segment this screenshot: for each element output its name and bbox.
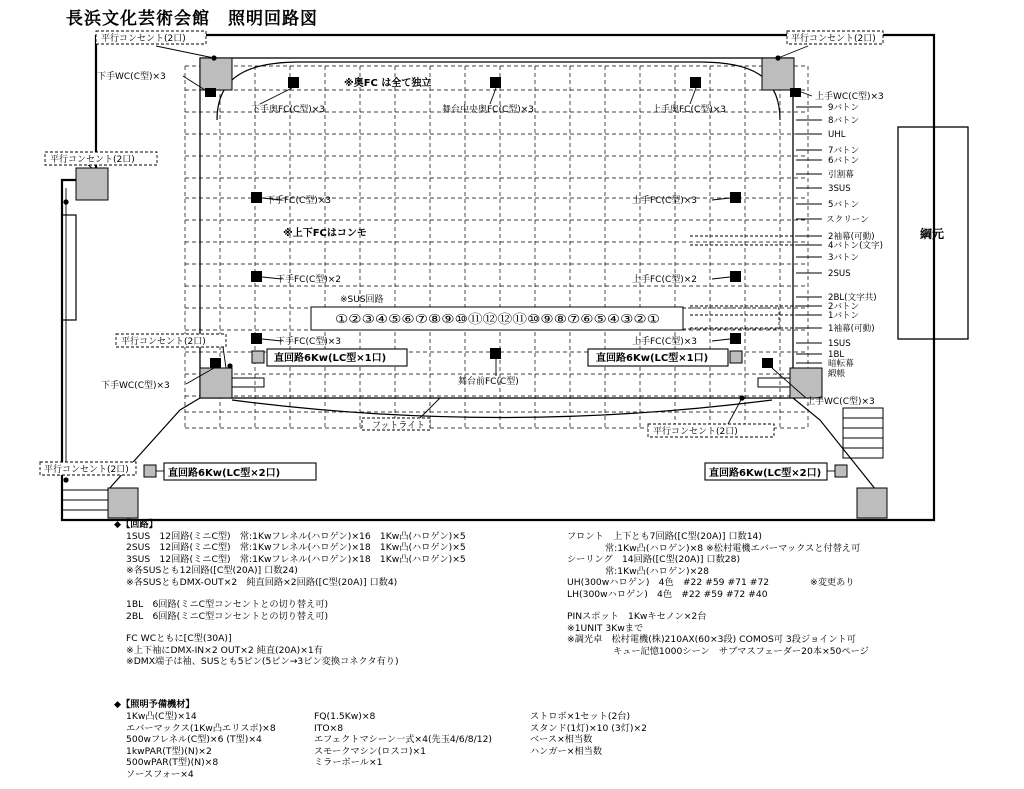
spare-item: FQ(1.5Kw)×8 — [314, 711, 376, 722]
spare-item: スタンド(1灯)×10 (3灯)×2 — [530, 722, 648, 734]
spare-item: スモークマシン(ロスコ)×1 — [314, 745, 426, 757]
sus-circuit-label: ※SUS回路 — [340, 295, 384, 305]
spare-item: ストロボ×1セット(2台) — [530, 711, 631, 722]
lh-line: LH(300wハロゲン) 4色 #22 #59 #72 #40 — [567, 588, 768, 600]
direct-box-right-lower — [835, 465, 847, 477]
outlet-label-side-left: 平行コンセント(2口) — [50, 155, 135, 165]
spare-col1 — [126, 711, 276, 780]
stage-right-wc-front: 上手WC(C型)×3 — [806, 397, 875, 407]
pin-line: ※1UNIT 3Kwまで — [567, 622, 644, 634]
apron-curve — [232, 400, 772, 418]
tower-front-left — [200, 368, 232, 398]
fc-line: FC WCともに[C型(30A)] — [126, 633, 232, 644]
circuit-notes-left — [114, 519, 466, 668]
pin-line: ※調光卓 松村電機(株)210AX(60×3段) COMOS可 3段ジョイント可 — [567, 634, 856, 645]
footlight-label: フットライト — [372, 421, 426, 431]
tower-front-right — [790, 368, 822, 398]
direct-label-left-upper: 直回路6Kw(LC型×1口) — [274, 353, 387, 364]
spare-item: エフェクトマシーン一式×4(先玉4/6/8/12) — [314, 734, 493, 745]
batten-label: 8バトン — [828, 116, 860, 126]
fc-back-center — [490, 77, 501, 88]
front-line: 常:1Kw凸(ハロゲン)×8 ※松村電機エバーマックスと付替え可 — [605, 542, 861, 554]
back-fc-center-label: 舞台中央奥FC(C型)×3 — [442, 105, 535, 115]
page-title: 長浜文化芸術会館 照明回路図 — [66, 9, 318, 29]
stairs — [843, 408, 883, 458]
spare-item: ベース×相当数 — [530, 734, 593, 745]
tower-back-left — [200, 58, 232, 90]
fc-right-label-1: 上手FC(C型)×3 — [632, 196, 698, 206]
wc-right-front — [762, 358, 773, 368]
outlet-label-top-left: 平行コンセント(2口) — [101, 34, 186, 44]
fc-right-label-2: 上手FC(C型)×2 — [632, 275, 698, 285]
sus-line: ※各SUSともDMX-OUT×2 純直回路×2回路([C型(20A)] 口数4) — [126, 576, 398, 588]
left-wing-panel — [62, 215, 76, 320]
direct-label-left-lower: 直回路6Kw(LC型×2口) — [168, 468, 281, 479]
batten-label: 3SUS — [828, 184, 851, 194]
batten-label: 3バトン — [828, 253, 860, 263]
batten-label: 2SUS — [828, 269, 851, 279]
batten-label: 2バトン — [828, 302, 860, 312]
spare-col2 — [314, 711, 492, 769]
wc-left-front — [210, 358, 221, 368]
sus-line: ※各SUSとも12回路([C型(20A)] 口数24) — [126, 565, 298, 576]
batten-label: 4バトン(文字) — [828, 241, 883, 251]
spare-item: ハンガー×相当数 — [530, 745, 603, 757]
batten-label: 6バトン — [828, 156, 860, 166]
spare-equipment-notes — [114, 699, 195, 711]
outlet-label-front-right: 平行コンセント(2口) — [653, 427, 738, 437]
spare-col3 — [530, 711, 647, 757]
batten-label: 2BL(文字共) — [828, 293, 877, 303]
outlet-label-top-right: 平行コンセント(2口) — [791, 34, 876, 44]
batten-label: 9バトン — [828, 103, 860, 113]
circuit-notes-right — [567, 531, 869, 657]
wc-left-back — [205, 88, 216, 97]
tower-house-left — [108, 488, 138, 518]
stage-right-wc-back: 上手WC(C型)×3 — [815, 92, 884, 102]
fc-note-independent: ※奥FC は全て独立 — [344, 78, 432, 89]
front-fc-label: 舞台前FC(C型) — [458, 377, 519, 387]
batten-label: 暗転幕 — [828, 359, 854, 369]
batten-label: 7バトン — [828, 146, 860, 156]
fc-right-label-3: 上手FC(C型)×3 — [632, 337, 698, 347]
fc-right-3 — [730, 333, 741, 344]
fc-left-label-1: 下手FC(C型)×3 — [266, 196, 332, 206]
sus-line: 1SUS 12回路(ミニC型) 常:1Kwフレネル(ハロゲン)×16 1Kw凸(ハロゲン)×5 — [126, 530, 466, 542]
spare-heading: ◆【照明予備機材】 — [114, 699, 195, 710]
back-fc-left-label: 下手奥FC(C型)×3 — [251, 105, 326, 115]
batten-label: 1SUS — [828, 339, 851, 349]
spare-item: 500wPAR(T型)(N)×8 — [126, 757, 219, 768]
front-line: フロント 上下とも7回路([C型(20A)] 口数14) — [567, 531, 762, 542]
fc-back-left — [288, 77, 299, 88]
fc-line: ※DMX端子は袖、SUSとも5ピン(5ピン→3ピン変換コネクタ有り) — [126, 656, 399, 667]
tower-house-right — [857, 488, 887, 518]
batten-label: 引割幕 — [828, 170, 854, 180]
direct-label-right-lower: 直回路6Kw(LC型×2口) — [709, 468, 822, 479]
outlet-label-house-left: 平行コンセント(2口) — [44, 465, 129, 475]
uh-change-note: ※変更あり — [810, 577, 855, 588]
bl-line: 1BL 6回路(ミニC型コンセントとの切り替え可) — [126, 599, 329, 610]
stage-left-wc-front: 下手WC(C型)×3 — [101, 381, 170, 391]
tower-side-left — [76, 168, 108, 200]
batten-label: スクリーン — [826, 215, 869, 225]
fc-front-center — [490, 348, 501, 359]
wc-right-back — [790, 88, 801, 97]
spare-item: 1Kw凸(C型)×14 — [126, 711, 197, 722]
spare-item: ミラーボール×1 — [314, 757, 383, 768]
pin-line: キュー記憶1000シーン サブマスフェーダー20本×50ページ — [613, 645, 869, 657]
batten-label: 1袖幕(可動) — [828, 324, 875, 334]
ceiling-line: シーリング 14回路([C型(20A)] 口数28) — [567, 554, 741, 565]
rigging-label: 綱元 — [920, 227, 945, 241]
fc-left-2 — [251, 271, 262, 282]
direct-box-left-lower — [144, 465, 156, 477]
batten-label: 5バトン — [828, 200, 860, 210]
direct-box-left-upper — [252, 351, 264, 363]
back-fc-right-label: 上手奥FC(C型)×3 — [652, 105, 727, 115]
circuits-heading: ◆【回路】 — [114, 519, 158, 530]
spare-item: 500wフレネル(C型)×6 (T型)×4 — [126, 734, 262, 745]
fc-back-right — [690, 77, 701, 88]
fc-left-1 — [251, 192, 262, 203]
spare-item: ITO×8 — [314, 722, 344, 734]
batten-label: 1BL — [828, 350, 845, 360]
pin-line: PINスポット 1Kwキセノン×2台 — [567, 611, 707, 622]
dashed-grid — [185, 66, 808, 428]
fc-line: ※上下袖にDMX-IN×2 OUT×2 純直(20A)×1有 — [126, 644, 323, 656]
batten-label: 1バトン — [828, 311, 860, 321]
spare-item: ソースフォー×4 — [126, 768, 194, 780]
fc-left-label-3: 下手FC(C型)×3 — [276, 337, 342, 347]
direct-box-right-upper — [730, 351, 742, 363]
sus-line: 3SUS 12回路(ミニC型) 常:1Kwフレネル(ハロゲン)×18 1Kw凸(ハロゲン)×5 — [126, 553, 466, 565]
batten-label: 2袖幕(可動) — [828, 232, 875, 242]
fc-note-common: ※上下FCはコンモ — [283, 228, 367, 239]
tower-back-right — [762, 58, 794, 90]
stage-left-wc-back: 下手WC(C型)×3 — [97, 72, 166, 82]
ceiling-line: 常:1Kw凸(ハロゲン)×28 — [605, 565, 709, 577]
bl-line: 2BL 6回路(ミニC型コンセントとの切り替え可) — [126, 610, 329, 622]
fc-right-1 — [730, 192, 741, 203]
sus-circuit-numbers: ①②③④⑤⑥⑦⑧⑨⑩⑪⑫⑫⑪⑩⑨⑧⑦⑥⑤④③②① — [335, 312, 660, 326]
outlet-label-front-left: 平行コンセント(2口) — [121, 337, 206, 347]
sus-line: 2SUS 12回路(ミニC型) 常:1Kwフレネル(ハロゲン)×18 1Kw凸(ハロゲン)×5 — [126, 542, 466, 553]
fc-right-2 — [730, 271, 741, 282]
batten-label: UHL — [828, 130, 846, 140]
batten-label: 緞帳 — [828, 369, 846, 379]
direct-label-right-upper: 直回路6Kw(LC型×1口) — [596, 353, 709, 364]
spare-item: 1kwPAR(T型)(N)×2 — [126, 745, 212, 757]
spare-item: エバーマックス(1Kw凸エリスポ)×8 — [126, 722, 276, 734]
fc-left-label-2: 下手FC(C型)×2 — [276, 275, 342, 285]
fc-left-3 — [251, 333, 262, 344]
uh-line: UH(300wハロゲン) 4色 #22 #59 #71 #72 — [567, 577, 770, 588]
